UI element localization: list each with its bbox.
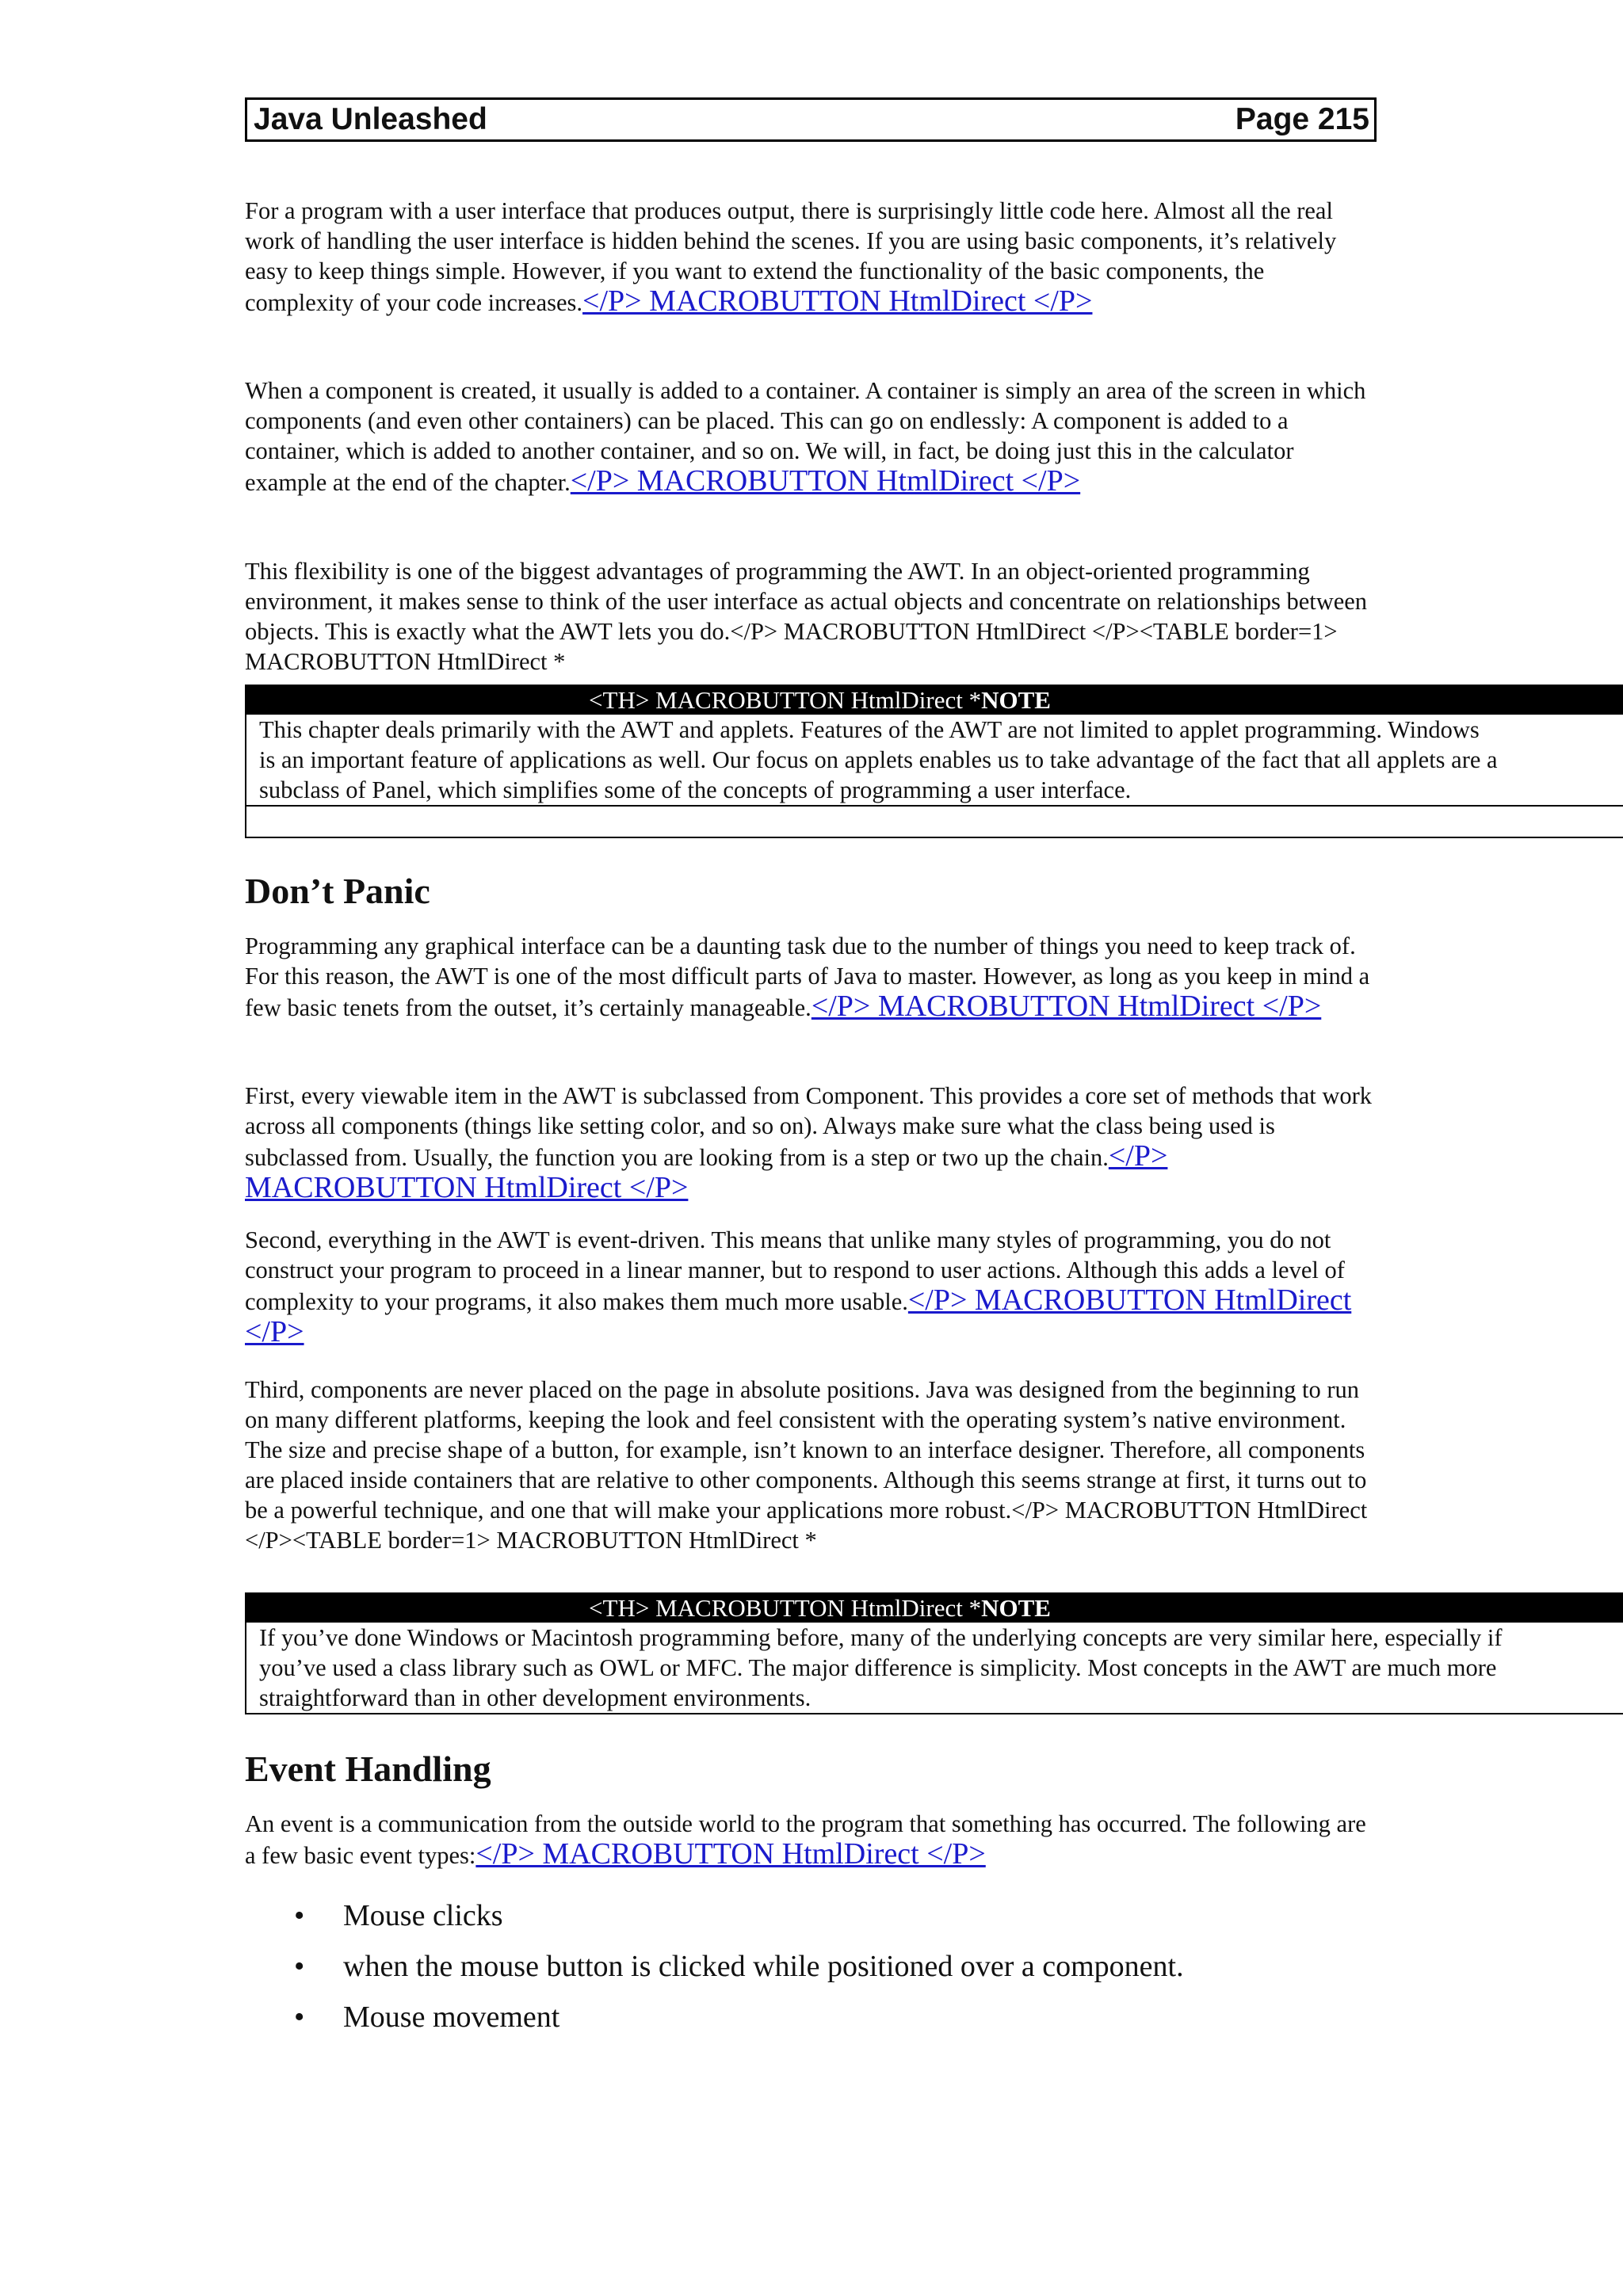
macrobutton-link[interactable]: </P> MACROBUTTON HtmlDirect </P> <box>245 1139 1168 1204</box>
book-title: Java Unleashed <box>254 102 487 136</box>
paragraph-8: An event is a communication from the outside world to the program that something has occurred. The following are a few basic event types:</P> MACROBUTTON HtmlDirect </P> <box>245 1810 1366 1871</box>
paragraph-6: Second, everything in the AWT is event-driven. This means that unlike many styles of programming, you do not construct your program to proceed in a linear manner, but to respond to user actions. Although this adds a level of complexity to your programs, it also makes them much more usable.</P> MACROBUTTON HtmlDirect </P> <box>245 1226 1352 1348</box>
macrobutton-link[interactable]: </P> MACROBUTTON HtmlDirect </P> <box>475 1837 986 1871</box>
paragraph-3: This flexibility is one of the biggest advantages of programming the AWT. In an object-oriented programming environment, it makes sense to think of the user interface as actual objects and concentrate on relationships between objects. This is exactly what the AWT lets you do.</P> MACROBUTTON HtmlDirect </P><TABLE border=1> MACROBUTTON HtmlDirect * <box>245 558 1368 675</box>
macrobutton-link[interactable]: </P> MACROBUTTON HtmlDirect </P> <box>811 990 1322 1023</box>
paragraph-1: For a program with a user interface that produces output, there is surprisingly little code here. Almost all the real work of handling the user interface is hidden behind the scenes. If you are using basic components, it’s relatively easy to keep things simple. However, if you want to extend the functionality of the basic components, the complexity of your code increases.</P> MACROBUTTON HtmlDirect </P> <box>245 197 1337 318</box>
paragraph-2: When a component is created, it usually is added to a container. A container is simply an area of the screen in which components (and even other containers) can be placed. This can go on endlessly: A component is added to a container, which is added to another container, and so on. We will, in fact, be doing just this in the calculator example at the end of the chapter.</P> MACROBUTTON HtmlDirect </P> <box>245 377 1366 498</box>
page-header <box>245 97 1377 142</box>
note-body: This chapter deals primarily with the AWT and applets. Features of the AWT are not limited to applet programming. Windows is an important feature of applications as well. Our focus on applets enables us to take advantage of the fact that all applets are a subclass of Panel, which simplifies some of the concepts of programming a user interface. <box>259 716 1498 803</box>
list-item: • when the mouse button is clicked while positioned over a component. <box>245 1941 1184 1992</box>
note-header: <TH> MACROBUTTON HtmlDirect *NOTE <box>246 1594 1623 1623</box>
list-item: • Mouse movement <box>245 1992 1184 2042</box>
section-heading-dont-panic: Don’t Panic <box>245 871 430 911</box>
note-table-1 <box>245 685 1623 838</box>
macrobutton-link[interactable]: </P> MACROBUTTON HtmlDirect </P> <box>582 284 1093 318</box>
paragraph-5: First, every viewable item in the AWT is subclassed from Component. This provides a core set of methods that work across all components (things like setting color, and so on). Always make sure what the class being used is subclassed from. Usually, the function you are looking from is a step or two up the chain.</P> MACROBUTTON HtmlDirect </P> <box>245 1082 1373 1204</box>
note-body: If you’ve done Windows or Macintosh programming before, many of the underlying concepts are very similar here, especially if you’ve used a class library such as OWL or MFC. The major difference is simplicity. Most concepts in the AWT are much more straightforward than in other development environments. <box>259 1624 1503 1711</box>
paragraph-4: Programming any graphical interface can be a daunting task due to the number of things you need to keep track of. For this reason, the AWT is one of the most difficult parts of Java to master. However, as long as you keep in mind a few basic tenets from the outset, it’s certainly manageable.</P> MACROBUTTON HtmlDirect </P> <box>245 933 1370 1023</box>
note-empty-row <box>246 805 1623 837</box>
paragraph-7: Third, components are never placed on the page in absolute positions. Java was designed from the beginning to run on many different platforms, keeping the look and feel consistent with the operating system’s native environment. The size and precise shape of a button, for example, isn’t known to an interface designer. Therefore, all components are placed inside containers that are relative to other components. Although this seems strange at first, it turns out to be a powerful technique, and one that will make your applications more robust.</P> MACROBUTTON HtmlDirect </P><TABLE border=1> MACROBUTTON HtmlDirect * <box>245 1376 1368 1554</box>
note-table-2 <box>245 1592 1623 1714</box>
document-page <box>245 0 1623 2296</box>
note-header: <TH> MACROBUTTON HtmlDirect *NOTE <box>246 686 1623 715</box>
page-number: Page 215 <box>1235 102 1369 136</box>
event-type-list <box>245 1890 1184 2042</box>
macrobutton-link[interactable]: </P> MACROBUTTON HtmlDirect </P> <box>570 464 1081 498</box>
section-heading-event-handling: Event Handling <box>245 1749 491 1789</box>
list-item: • Mouse clicks <box>245 1890 1184 1941</box>
macrobutton-link[interactable]: </P> MACROBUTTON HtmlDirect </P> <box>245 1283 1352 1348</box>
